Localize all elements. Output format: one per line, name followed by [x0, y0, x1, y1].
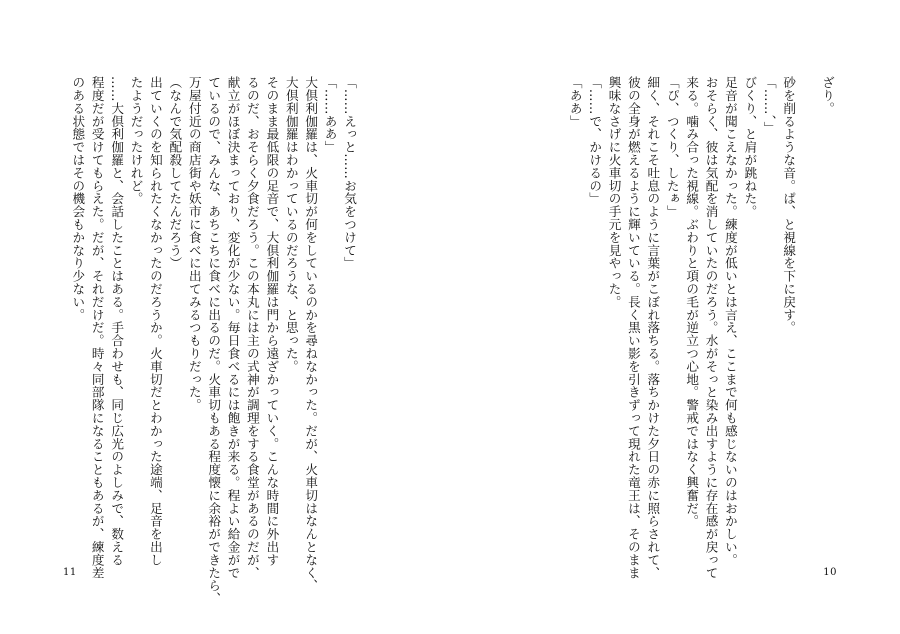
text-line: 程度だが受けてもらえた。だが、それだけだ。時々同部隊になることもあるが、練度差	[89, 76, 105, 580]
text-line: 足音が聞こえなかった。練度が低いとは言え、ここまで何も感じないのはおかしい。	[722, 76, 738, 567]
text-line: ているので、みんな、あちこちに食べに出るのだ。火車切もある程度懐に余裕ができたら、	[206, 76, 222, 605]
text-line: 大倶利伽羅はわかっているのだろうな、と思った。	[283, 76, 299, 373]
text-line: 「……で、かけるの」	[587, 76, 603, 205]
text-line: 砂を削るような音。ぱ、と視線を下に戻す。	[781, 76, 797, 334]
text-line: 「……、」	[761, 76, 777, 135]
text-line: 「……えっと……お気をつけて」	[342, 76, 357, 270]
text-line	[798, 76, 817, 566]
text-line: 興味なさげに火車切の手元を見やった。	[606, 76, 622, 309]
text-line: 献立がほぼ決まっており、変化が少ない。毎日食べるには飽きが来る。程よい給金がで	[225, 76, 241, 580]
text-line: のある状態ではその機会もかなり少ない。	[70, 76, 86, 322]
page-number-left: 11	[63, 567, 77, 578]
text-line: 「ぴ、つくり、したぁ」	[664, 76, 680, 218]
text-line: 「ああ」	[567, 76, 583, 128]
text-line: （なんで気配殺してたんだろう）	[167, 76, 183, 270]
right-page	[450, 0, 900, 634]
text-line: そのまま最低限の足音で、大倶利伽羅は門から遠ざかっていく。こんな時間に外出す	[264, 76, 280, 567]
text-line: 彼の全身が燃えるように輝いている。長く黒い影を引きずって現れた竜王は、そのまま	[625, 76, 641, 580]
text-line: ざり。	[820, 76, 835, 115]
text-line: 大倶利伽羅は、火車切が何をしているのかを尋ねなかった。だが、火車切はなんとなく、	[303, 76, 319, 592]
text-line: びくり、と肩が跳ねた。	[742, 76, 758, 218]
text-line: ……大倶利伽羅と、会話したことはある。手合わせも、同じ広光のよしみで、数える	[109, 76, 125, 567]
text-line: 出ていくのを知られたくなかったのだろうか。火車切だとわかった途端、足音を出し	[147, 76, 163, 567]
text-line: 細く、それこそ吐息のように言葉がこぼれ落ちる。落ちかけた夕日の赤に照らされて、	[645, 76, 661, 580]
text-line: 万屋付近の商店街や妖市に食べに出てみるつもりだった。	[186, 76, 202, 412]
text-line: 来る。噛み合った視線。ぶわりと項の毛が逆立つ心地。警戒ではなく興奮だ。	[684, 76, 700, 528]
text-line: るのだ、おそらく夕食だろう。この本丸には主の式神が調理をする食堂があるのだが、	[244, 76, 260, 580]
text-line: 「……ああ」	[322, 76, 338, 154]
text-line: おそらく、彼は気配を消していたのだろう。水がそっと染み出すように存在感が戻って	[703, 76, 719, 580]
page-number-right: 10	[823, 567, 837, 578]
text-line: たようだったけれど。	[128, 76, 144, 205]
